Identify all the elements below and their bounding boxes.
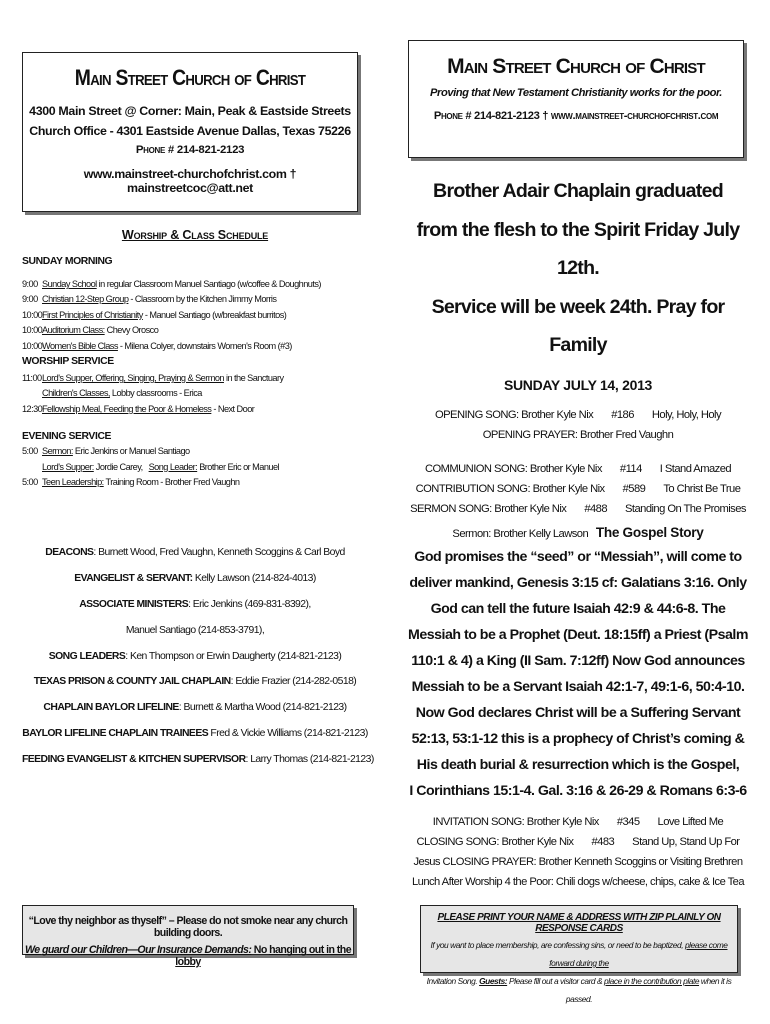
staff-line (22, 695, 368, 721)
staff-names: : Larry Thomas (214-821-2123) (245, 753, 374, 765)
closing-order (408, 812, 748, 892)
schedule-detail: - Next Door (211, 403, 255, 414)
song-title: I Stand Amazed (659, 462, 732, 475)
schedule-item (22, 277, 368, 292)
staff-names: : Burnett & Martha Wood (214-821-2123) (178, 702, 347, 714)
schedule-name: Song Leader: (148, 461, 198, 472)
staff-line (22, 669, 368, 695)
schedule-detail: Eric Jenkins or Manuel Santiago (72, 446, 190, 457)
schedule-name: Christian 12-Step Group (42, 294, 129, 305)
lunch-notice: Lunch After Worship 4 the Poor: Chili dogs w/cheese, chips, cake & Ice Tea (411, 875, 744, 888)
message-line: His death burial & resurrection which is the Gospel, (416, 756, 740, 773)
schedule-item (22, 292, 368, 307)
schedule-detail: Brother Eric or Manuel (197, 461, 280, 472)
right-contact: Phone # 214-821-2123 † www.mainstreet-churchofchrist.com (433, 110, 719, 122)
schedule-time: 10:00 (22, 325, 43, 336)
church-web-email: www.mainstreet-churchofchrist.com † mainstreetcoc@att.net (83, 167, 297, 195)
sermon-title: The Gospel Story (595, 524, 704, 540)
worship-list (22, 371, 368, 417)
response-text-1b: please come forward during the (549, 940, 728, 968)
staff-role: BAYLOR LIFELINE CHAPLAIN TRAINEES (22, 728, 209, 740)
staff-list (22, 540, 374, 772)
response-text-1a: If you want to place membership, are confessing sins, or need to be baptized, (430, 940, 685, 950)
sunday-morning-heading: SUNDAY MORNING (22, 256, 113, 267)
evening-service-heading: EVENING SERVICE (22, 431, 112, 443)
response-card-notice (420, 905, 738, 1004)
staff-line (22, 721, 368, 747)
song-number: #488 (584, 502, 608, 515)
no-smoking-notice (22, 905, 354, 968)
service-date: SUNDAY JULY 14, 2013 (503, 376, 653, 393)
response-text-2c: Please fill out a visitor card & (507, 976, 605, 986)
song-number: #186 (611, 408, 634, 421)
schedule-time: 10:00 (22, 309, 43, 320)
message-line: Now God declares Christ will be a Suffering Servant (415, 704, 741, 721)
song-label: CONTRIBUTION SONG: Brother Kyle Nix (415, 482, 605, 495)
notice-line-2a: We guard our Children—Our Insurance Demands: (24, 944, 252, 956)
staff-role: EVANGELIST & SERVANT: (74, 573, 193, 585)
schedule-name: Children's Classes, (42, 388, 110, 399)
sermon-message (408, 544, 748, 804)
schedule-detail: - Classroom by the Kitchen Jimmy Morris (128, 294, 277, 305)
schedule-name: Auditorium Class: (42, 325, 105, 336)
staff-names: : Eddie Frazier (214-282-0518) (230, 676, 357, 688)
church-phone: Phone # 214-821-2123 (135, 144, 245, 156)
song-label: CLOSING SONG: Brother Kyle Nix (416, 835, 574, 848)
schedule-item (22, 323, 368, 338)
notice-line-2b: No (251, 944, 270, 956)
schedule-time: 9:00 (22, 279, 38, 289)
notice-line-2 (23, 944, 353, 968)
schedule-name: Sermon: (42, 446, 73, 457)
message-line: I Corinthians 15:1-4. Gal. 3:16 & 26-29 & Romans 6:3-6 (409, 782, 747, 799)
staff-names: : Burnett Wood, Fred Vaughn, Kenneth Scoggins & Carl Boyd (93, 547, 345, 559)
staff-names: Manuel Santiago (214-853-3791), (125, 624, 265, 636)
sermon-song (408, 499, 748, 519)
communion-song (408, 459, 748, 479)
right-header-box (408, 40, 744, 158)
message-line: God can tell the future Isaiah 42:9 & 44:6-8. The (430, 600, 726, 617)
schedule-time: 5:00 (22, 477, 38, 488)
song-label: INVITATION SONG: Brother Kyle Nix (432, 815, 599, 828)
closing-prayer: Jesus CLOSING PRAYER: Brother Kenneth Scoggins or Visiting Brethren (413, 855, 743, 868)
church-office: Church Office - 4301 Eastside Avenue Dallas, Texas 75226 (29, 124, 351, 138)
song-label: COMMUNION SONG: Brother Kyle Nix (424, 462, 602, 475)
schedule-time: 12:30 (22, 403, 43, 414)
sermon-line (408, 525, 748, 540)
schedule-name: Lord's Supper, Offering, Singing, Praying & Sermon (42, 373, 224, 384)
song-number: #483 (591, 835, 615, 848)
message-line: Messiah to be a Prophet (Deut. 18:15ff) a Priest (Psalm (408, 626, 748, 643)
schedule-name: First Principles of Christianity (42, 309, 143, 320)
response-text-2d: place in the contribution plate (604, 976, 700, 986)
song-label: OPENING SONG: Brother Kyle Nix (434, 408, 594, 421)
staff-line (22, 540, 368, 566)
message-line: deliver mankind, Genesis 3:15 cf: Galatians 3:16. Only (409, 574, 747, 591)
schedule-item-continued (22, 386, 368, 401)
message-line: God promises the “seed” or “Messiah”, will come to (414, 548, 742, 565)
opening-prayer: OPENING PRAYER: Brother Fred Vaughn (482, 428, 674, 441)
response-text (421, 936, 737, 1008)
staff-names: Kelly Lawson (214-824-4013) (192, 573, 316, 585)
announcement (408, 172, 748, 365)
schedule-detail: Chevy Orosco (104, 325, 159, 336)
sermon-label: Sermon: Brother Kelly Lawson (452, 527, 589, 540)
response-title: PLEASE PRINT YOUR NAME & ADDRESS WITH ZIP PLAINLY ON RESPONSE CARDS (437, 912, 721, 934)
staff-role: FEEDING EVANGELIST & KITCHEN SUPERVISOR (22, 753, 246, 765)
schedule-time: 5:00 (22, 446, 38, 457)
church-address: 4300 Main Street @ Corner: Main, Peak & Eastside Streets (29, 104, 351, 118)
morning-list (22, 277, 368, 354)
song-number: #345 (616, 815, 640, 828)
staff-role: SONG LEADERS (48, 650, 126, 662)
schedule-item (22, 339, 368, 354)
closing-song (408, 832, 748, 852)
schedule-name: Sunday School (42, 279, 97, 289)
notice-line-2c: hanging out in the lobby (175, 944, 352, 968)
left-header-box (22, 52, 358, 212)
invitation-song (408, 812, 748, 832)
schedule-detail: in regular Classroom Manuel Santiago (w/coffee & Doughnuts) (96, 279, 321, 289)
schedule-item (22, 371, 368, 386)
schedule-name: Teen Leadership: (42, 477, 104, 488)
schedule-item-continued (22, 460, 368, 475)
schedule-time: 10:00 (22, 340, 43, 351)
staff-line (22, 618, 368, 644)
right-church-name: Main Street Church of Christ (447, 55, 705, 78)
message-line: Messiah to be a Servant Isaiah 42:1-7, 49:1-6, 50:4-10. (411, 678, 745, 695)
staff-role: TEXAS PRISON & COUNTY JAIL CHAPLAIN (33, 676, 231, 688)
staff-line (22, 566, 368, 592)
contribution-song (408, 479, 748, 499)
staff-line (22, 747, 374, 773)
worship-service-heading: WORSHIP SERVICE (22, 356, 114, 368)
announcement-line: Brother Adair Chaplain graduated (433, 180, 723, 202)
right-column (408, 40, 748, 892)
schedule-item (22, 308, 368, 323)
schedule-time: 11:00 (22, 373, 42, 384)
schedule-detail: - Manuel Santiago (w/breakfast burritos) (142, 309, 287, 320)
schedule-name: Fellowship Meal, Feeding the Poor & Homeless (42, 403, 212, 414)
message-line: 110:1 & 4) a King (II Sam. 7:12ff) Now God announces (411, 652, 745, 669)
left-column (22, 52, 374, 773)
staff-line (22, 644, 368, 670)
schedule-name: Women's Bible Class (42, 340, 118, 351)
song-title: Love Lifted Me (657, 815, 724, 828)
song-title: Standing On The Promises (625, 502, 746, 515)
message-line: 52:13, 53:1-12 this is a prophecy of Christ’s coming & (411, 730, 745, 747)
response-text-2a: Invitation Song. (426, 976, 480, 986)
schedule-name: Lord's Supper: (42, 461, 94, 472)
notice-line-1: “Love thy neighbor as thyself” – Please do not smoke near any church building doors. (28, 915, 348, 939)
tagline: Proving that New Testament Christianity works for the poor. (430, 87, 722, 99)
staff-names: : Ken Thompson or Erwin Daugherty (214-821-2123) (125, 650, 342, 662)
staff-role: CHAPLAIN BAYLOR LIFELINE (43, 702, 179, 714)
schedule-time: 9:00 (22, 294, 38, 305)
schedule-detail: - Milena Colyer, downstairs Women's Room (#3) (117, 340, 292, 351)
staff-role: DEACONS (45, 547, 94, 559)
schedule-title: Worship & Class Schedule (121, 228, 269, 242)
evening-list (22, 444, 368, 490)
staff-line (22, 592, 368, 618)
staff-names: : Eric Jenkins (469-831-8392), (188, 599, 311, 611)
response-text-2b: Guests: (479, 976, 508, 986)
song-number: #589 (622, 482, 646, 495)
schedule-item (22, 402, 368, 417)
song-title: Holy, Holy, Holy (651, 408, 722, 421)
song-number: #114 (619, 462, 642, 475)
song-title: Stand Up, Stand Up For (632, 835, 740, 848)
schedule-detail: Training Room - Brother Fred Vaughn (103, 477, 240, 488)
song-title: To Christ Be True (663, 482, 741, 495)
staff-names: Fred & Vickie Williams (214-821-2123) (208, 728, 368, 740)
schedule-detail: in the Sanctuary (223, 373, 284, 384)
schedule-item (22, 444, 368, 459)
song-label: SERMON SONG: Brother Kyle Nix (410, 502, 567, 515)
schedule-item (22, 475, 368, 490)
announcement-line: Service will be week 24th. Pray for Family (431, 295, 725, 357)
staff-role: ASSOCIATE MINISTERS (79, 599, 189, 611)
schedule-detail: Jordie Carey, (93, 461, 143, 472)
announcement-line: from the flesh to the Spirit Friday July 12th. (416, 218, 740, 280)
response-text-2e: when it is passed. (565, 976, 732, 1004)
opening-song (408, 405, 748, 425)
church-name: Main Street Church of Christ (74, 65, 306, 90)
schedule-detail: Lobby classrooms - Erica (109, 388, 202, 399)
